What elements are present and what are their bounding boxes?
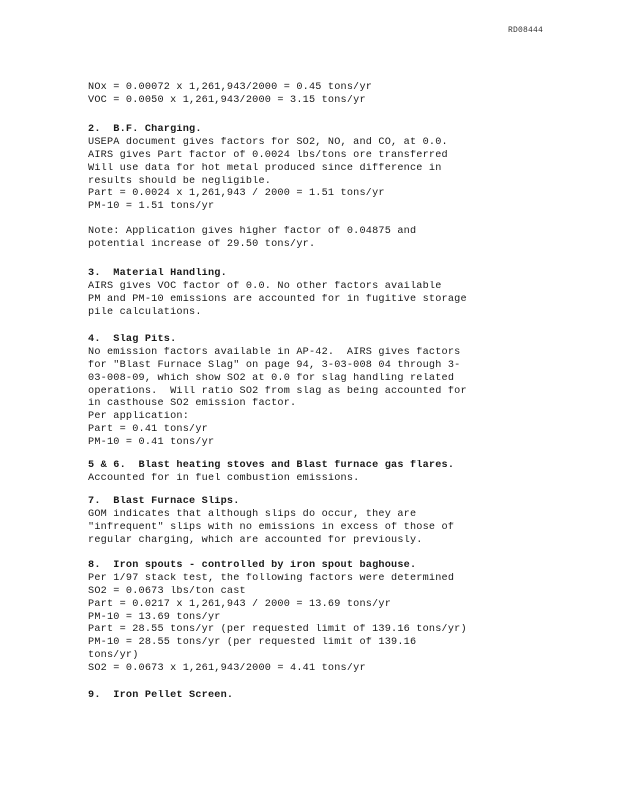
text-line: Will use data for hot metal produced since difference in [88,162,442,174]
section-material-handling [88,268,528,320]
text-line: Per application: [88,411,190,423]
text-line: regular charging, which are accounted for previously. [88,534,423,546]
text-line: VOC = 0.0050 x 1,261,943/2000 = 3.15 tons/yr [88,94,366,106]
text-line: Part = 28.55 tons/yr (per requested limit of 139.16 tons/yr) [88,624,467,636]
text-line: potential increase of 29.50 tons/yr. [88,238,316,250]
text-line: USEPA document gives factors for SO2, NO, and CO, at 0.0. [88,136,448,148]
text-line: PM-10 = 0.41 tons/yr [88,437,215,449]
text-line: NOx = 0.00072 x 1,261,943/2000 = 0.45 tons/yr [88,82,373,93]
text-line: PM-10 = 13.69 tons/yr [88,611,221,623]
text-line: SO2 = 0.0673 x 1,261,943/2000 = 4.41 tons/yr [88,663,366,675]
section-stoves-flares [88,460,528,486]
note-paragraph [88,226,528,252]
text-line: results should be negligible. [88,175,272,187]
text-line: "infrequent" slips with no emissions in excess of those of [88,521,455,533]
text-line: Part = 0.41 tons/yr [88,424,208,436]
section-heading: 9. Iron Pellet Screen. [88,690,234,701]
section-heading: 5 & 6. Blast heating stoves and Blast furnace gas flares. [88,460,455,471]
section-heading: 7. Blast Furnace Slips. [88,496,240,507]
text-line: Part = 0.0024 x 1,261,943 / 2000 = 1.51 tons/yr [88,188,385,200]
text-line: Per 1/97 stack test, the following factors were determined [88,572,455,584]
text-line: AIRS gives VOC factor of 0.0. No other factors available [88,280,442,292]
section-heading: 2. B.F. Charging. [88,124,202,135]
text-line: AIRS gives Part factor of 0.0024 lbs/tons ore transferred [88,149,448,161]
text-line: tons/yr) [88,650,139,662]
text-line: No emission factors available in AP-42. AIRS gives factors [88,346,461,358]
section-iron-spouts [88,560,528,676]
section-heading: 8. Iron spouts - controlled by iron spout baghouse. [88,560,417,571]
text-line: PM-10 = 28.55 tons/yr (per requested limit of 139.16 [88,637,417,649]
section-slag-pits [88,334,528,450]
section-heading: 4. Slag Pits. [88,334,177,345]
section-furnace-slips [88,496,528,548]
text-line: 03-008-09, which show SO2 at 0.0 for slag handling related [88,372,455,384]
text-line: PM and PM-10 emissions are accounted for in fugitive storage [88,293,467,305]
text-line: for "Blast Furnace Slag" on page 94, 3-03-008 04 through 3- [88,359,461,371]
text-line: Accounted for in fuel combustion emissions. [88,472,360,484]
emission-totals [88,82,528,108]
text-line: in casthouse SO2 emission factor. [88,398,297,410]
section-heading: 3. Material Handling. [88,268,227,279]
document-id: RD08444 [508,26,544,35]
text-line: pile calculations. [88,306,202,318]
text-line: GOM indicates that although slips do occur, they are [88,508,417,520]
section-bf-charging [88,124,528,214]
text-line: SO2 = 0.0673 lbs/ton cast [88,585,246,597]
section-pellet-screen [88,690,528,703]
text-line: PM-10 = 1.51 tons/yr [88,201,215,213]
text-line: Note: Application gives higher factor of 0.04875 and [88,226,417,237]
text-line: Part = 0.0217 x 1,261,943 / 2000 = 13.69 tons/yr [88,598,392,610]
text-line: operations. Will ratio SO2 from slag as being accounted for [88,385,467,397]
